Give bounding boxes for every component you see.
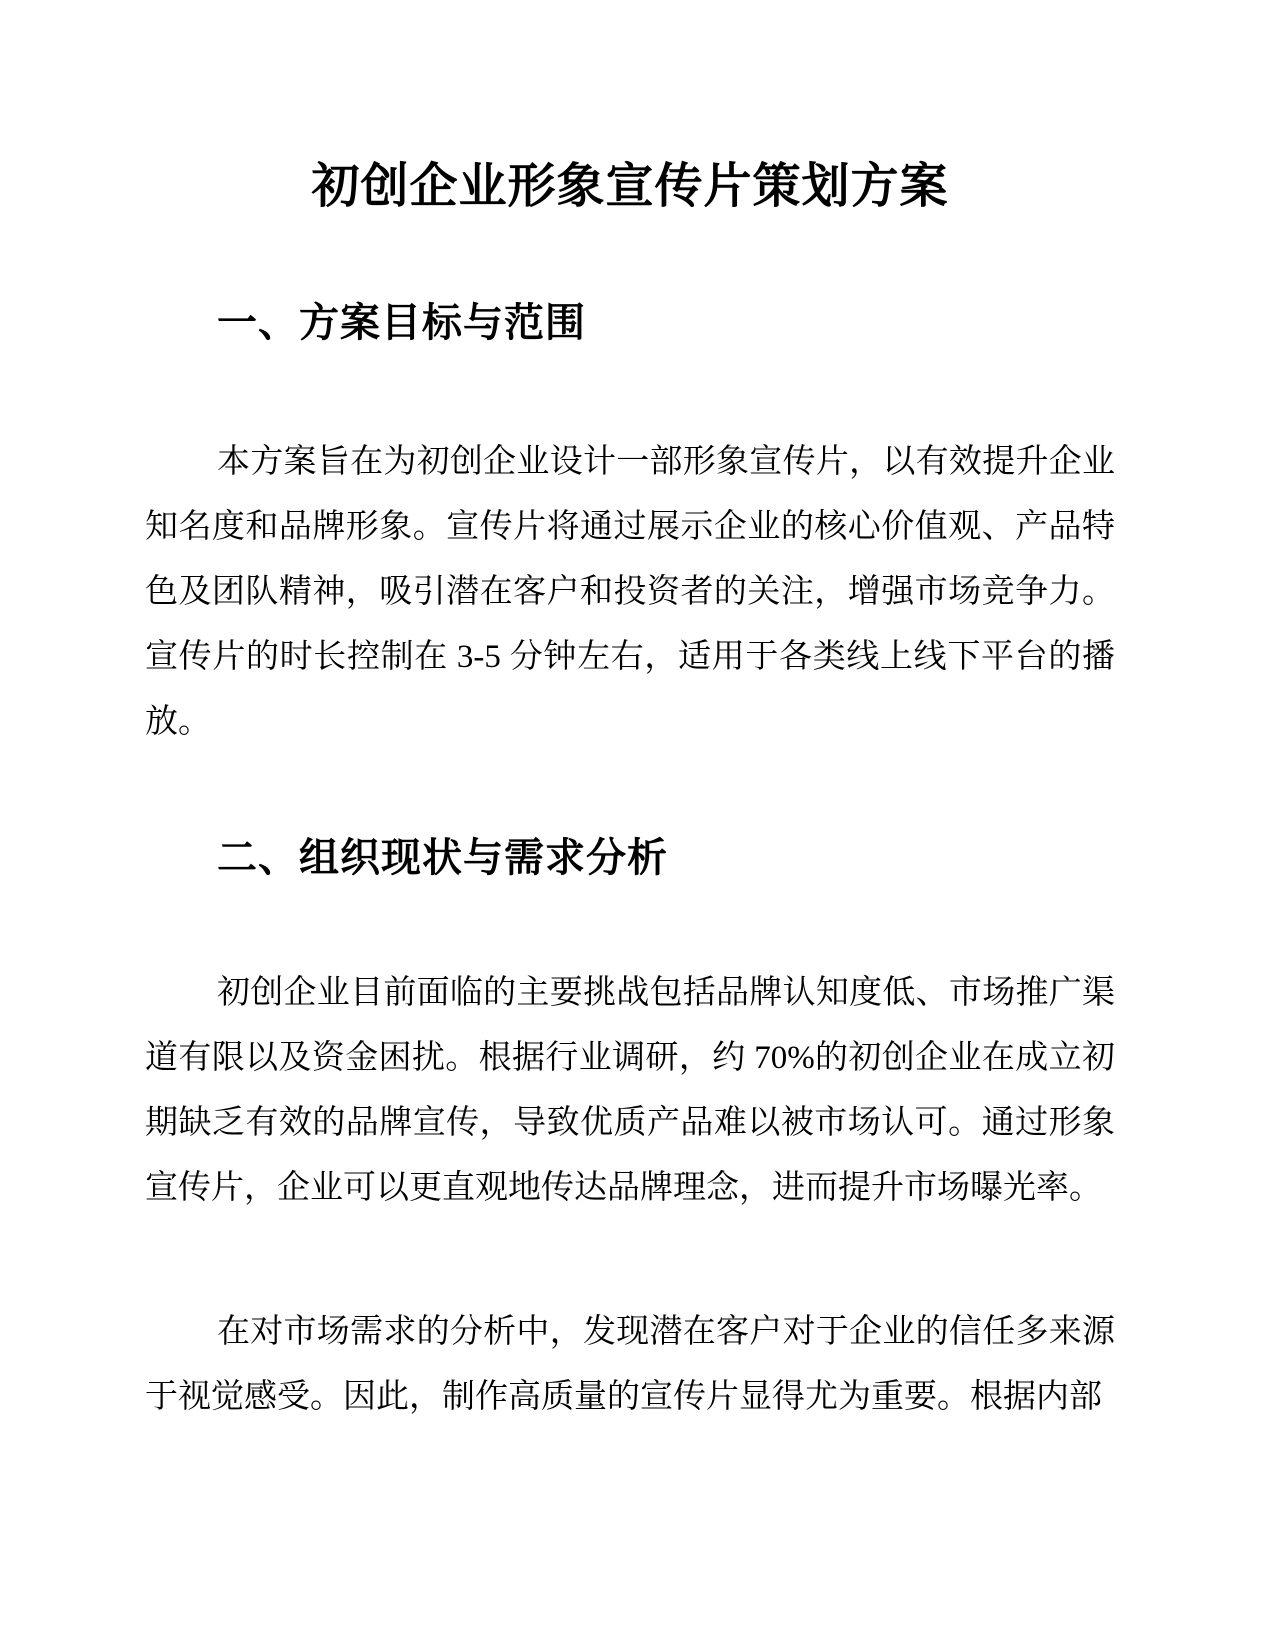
section-2-paragraph-1: 初创企业目前面临的主要挑战包括品牌认知度低、市场推广渠道有限以及资金困扰。根据行业调研，约 70%的初创企业在成立初期缺乏有效的品牌宣传，导致优质产品难以被市场认可。通过形象宣传片，企业可以更直观地传达品牌理念，进而提升市场曝光率。	[145, 975, 1115, 1206]
section-2-paragraph-2: 在对市场需求的分析中，发现潜在客户对于企业的信任多来源于视觉感受。因此，制作高质量的宣传片显得尤为重要。根据内部	[145, 1314, 1115, 1415]
document-content	[145, 159, 1115, 1430]
section-heading-2: 二、组织现状与需求分析	[217, 836, 668, 880]
section-1-paragraph-1: 本方案旨在为初创企业设计一部形象宣传片，以有效提升企业知名度和品牌形象。宣传片将通过展示企业的核心价值观、产品特色及团队精神，吸引潜在客户和投资者的关注，增强市场竞争力。宣传片的时长控制在 3-5 分钟左右，适用于各类线上线下平台的播放。	[145, 444, 1115, 740]
document-title: 初创企业形象宣传片策划方案	[311, 160, 949, 213]
section-heading-1: 一、方案目标与范围	[217, 301, 586, 345]
